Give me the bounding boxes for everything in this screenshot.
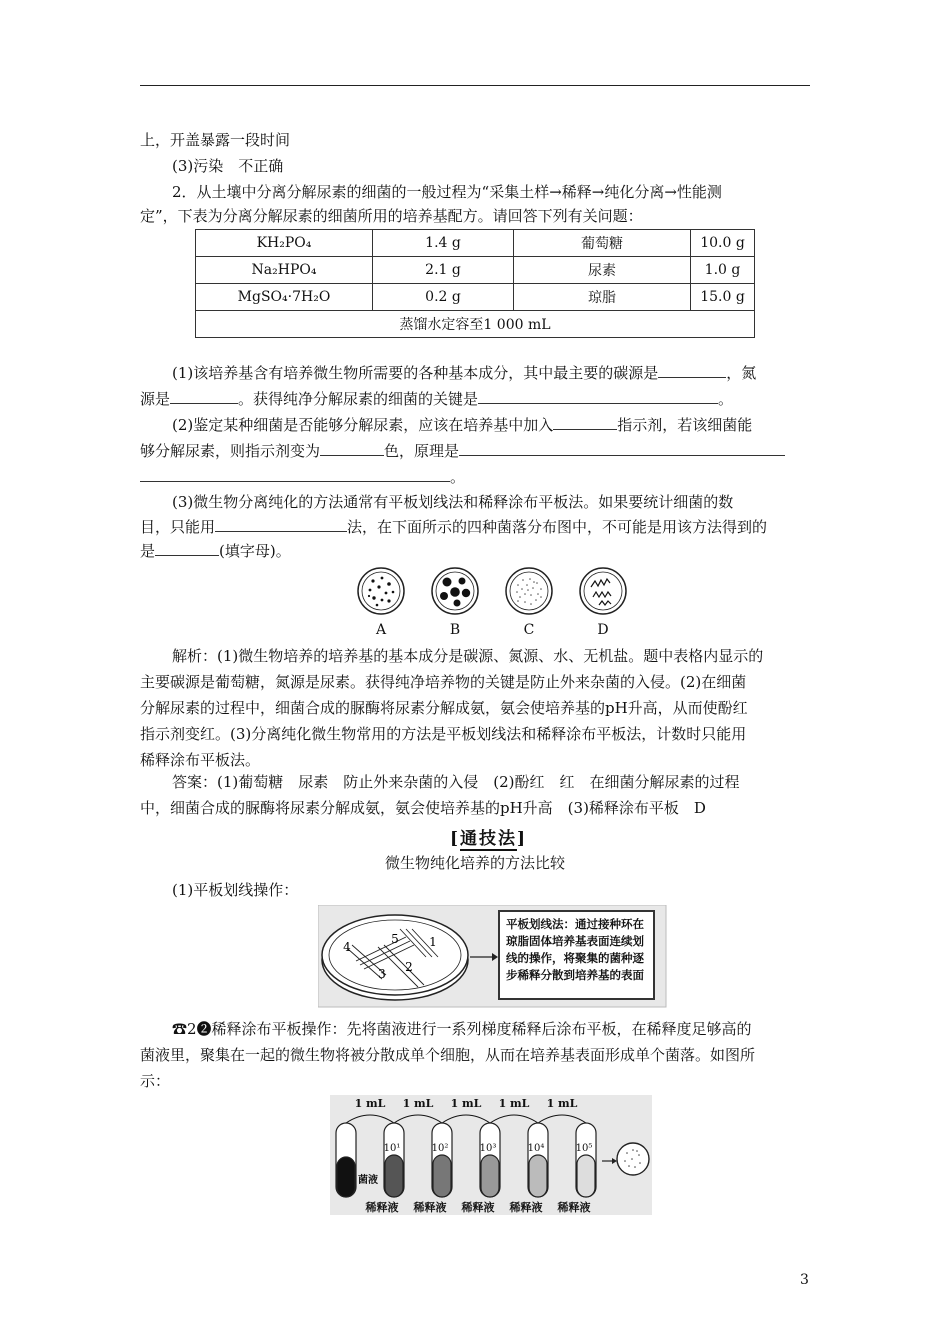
analysis-line: 稀释涂布平板法。 — [140, 751, 261, 769]
table-cell: MgSO₄·7H₂O — [196, 284, 373, 311]
question-line: 够分解尿素，则指示剂变为 色，原理是 — [140, 437, 810, 465]
text-line: 菌液里，聚集在一起的微生物将被分散成单个细胞，从而在培养基表面形成单个菌落。如图所 — [140, 1046, 756, 1064]
table-cell: 尿素 — [514, 257, 691, 284]
streak-number: 3 — [378, 967, 386, 981]
text-line: 上，开盖暴露一段时间 — [140, 131, 291, 149]
tube-label: 菌液 — [358, 1175, 378, 1186]
dish-a-icon — [358, 568, 404, 614]
table-cell: 葡萄糖 — [514, 230, 691, 257]
answer-blank — [553, 411, 617, 430]
table-row — [196, 230, 755, 257]
text-line: 定”，下表为分离分解尿素的细菌所用的培养基配方。请回答下列有关问题： — [140, 207, 643, 225]
transfer-volume-label: 1 mL — [354, 1097, 386, 1110]
table-cell: 10.0 g — [691, 230, 755, 257]
diluent-label: 稀释液 — [509, 1201, 543, 1214]
colony-distribution-figure — [355, 565, 630, 625]
answer-line: 中，细菌合成的脲酶将尿素分解成氨，氨会使培养基的pH升高 (3)稀释涂布平板 D — [140, 799, 706, 817]
table-row — [196, 284, 755, 311]
question-line: 是 (填字母)。 — [140, 537, 810, 565]
diluent-label: 稀释液 — [461, 1201, 495, 1214]
dish-label: D — [597, 622, 609, 638]
table-cell: KH₂PO₄ — [196, 230, 373, 257]
method-badge: [通技法] — [450, 829, 528, 849]
analysis-line: 主要碳源是葡萄糖，氮源是尿素。获得纯净培养物的关键是防止外来杂菌的入侵。(2)在细菌 — [140, 673, 747, 691]
header-rule — [140, 85, 810, 86]
answer-blank — [658, 359, 726, 378]
tube-label: 10⁴ — [527, 1143, 545, 1154]
dish-label: A — [375, 622, 387, 638]
answer-blank — [459, 437, 785, 456]
diluent-label: 稀释液 — [365, 1201, 399, 1214]
question-line: 。 — [140, 463, 810, 491]
spread-plate-icon — [617, 1143, 649, 1175]
table-cell: Na₂HPO₄ — [196, 257, 373, 284]
dish-b-icon — [432, 568, 478, 614]
table-footer-cell: 蒸馏水定容至1 000 mL — [196, 311, 755, 338]
answer-blank — [140, 463, 450, 482]
question-line: 源是 。获得纯净分解尿素的细菌的关键是 。 — [140, 385, 810, 413]
text-line: (1)平板划线操作： — [172, 881, 299, 899]
question-line: 目，只能用 法，在下面所示的四种菌落分布图中，不可能是用该方法得到的 — [140, 513, 810, 541]
tube-label: 10² — [431, 1143, 449, 1154]
table-row — [196, 257, 755, 284]
question-line: (3)微生物分离纯化的方法通常有平板划线法和稀释涂布平板法。如果要统计细菌的数 — [172, 493, 734, 511]
text-line: ☎2➋稀释涂布平板操作：先将菌液进行一系列梯度稀释后涂布平板，在稀释度足够高的 — [172, 1020, 752, 1038]
answer-blank — [478, 385, 718, 404]
medium-recipe-table — [195, 229, 755, 338]
table-cell: 2.1 g — [373, 257, 514, 284]
streak-number: 1 — [429, 935, 437, 949]
streak-number: 5 — [391, 932, 399, 946]
text-line: 示： — [140, 1072, 171, 1090]
tube-label: 10¹ — [383, 1143, 401, 1154]
streak-number: 4 — [343, 940, 351, 954]
table-cell: 1.0 g — [691, 257, 755, 284]
question-line: (1)该培养基含有培养微生物所需要的各种基本成分，其中最主要的碳源是 ，氮 — [140, 359, 810, 387]
answer-blank — [215, 513, 347, 532]
table-cell: 15.0 g — [691, 284, 755, 311]
question-line: (2)鉴定某种细菌是否能够分解尿素，应该在培养基中加入 指示剂，若该细菌能 — [140, 411, 810, 439]
streak-number: 2 — [405, 960, 413, 974]
analysis-line: 指示剂变红。(3)分离纯化微生物常用的方法是平板划线法和稀释涂布平板法，计数时只能用 — [140, 725, 747, 743]
transfer-volume-label: 1 mL — [402, 1097, 434, 1110]
answer-blank — [155, 537, 219, 556]
text-line: (3)污染 不正确 — [172, 157, 284, 175]
dish-c-icon — [506, 568, 552, 614]
table-cell: 1.4 g — [373, 230, 514, 257]
answer-blank — [320, 437, 384, 456]
table-row — [196, 311, 755, 338]
transfer-volume-label: 1 mL — [546, 1097, 578, 1110]
page-number: 3 — [800, 1272, 809, 1288]
streak-description-box: 平板划线法：通过接种环在琼脂固体培养基表面连续划线的操作，将聚集的菌种逐步稀释分散到培养基的表面 — [498, 910, 655, 1000]
diluent-label: 稀释液 — [413, 1201, 447, 1214]
tube-label: 10³ — [479, 1143, 497, 1154]
answer-blank — [170, 385, 238, 404]
answer-line: 答案：(1)葡萄糖 尿素 防止外来杂菌的入侵 (2)酚红 红 在细菌分解尿素的过程 — [172, 773, 740, 791]
transfer-volume-label: 1 mL — [450, 1097, 482, 1110]
section-title: 微生物纯化培养的方法比较 — [384, 854, 565, 872]
tube-label: 10⁵ — [575, 1143, 593, 1154]
table-cell: 0.2 g — [373, 284, 514, 311]
text-line: 2．从土壤中分离分解尿素的细菌的一般过程为“采集土样→稀释→纯化分离→性能测 — [172, 183, 722, 201]
transfer-volume-label: 1 mL — [498, 1097, 530, 1110]
table-cell: 琼脂 — [514, 284, 691, 311]
dish-d-icon — [580, 568, 626, 614]
dish-label: B — [449, 622, 461, 638]
dish-label: C — [523, 622, 535, 638]
analysis-line: 解析：(1)微生物培养的培养基的基本成分是碳源、氮源、水、无机盐。题中表格内显示的 — [172, 647, 764, 665]
petri-dish-icon — [322, 915, 468, 1000]
serial-dilution-figure — [330, 1095, 652, 1215]
diluent-label: 稀释液 — [557, 1201, 591, 1214]
analysis-line: 分解尿素的过程中，细菌合成的脲酶将尿素分解成氨，氨会使培养基的pH升高，从而使酚红 — [140, 699, 748, 717]
